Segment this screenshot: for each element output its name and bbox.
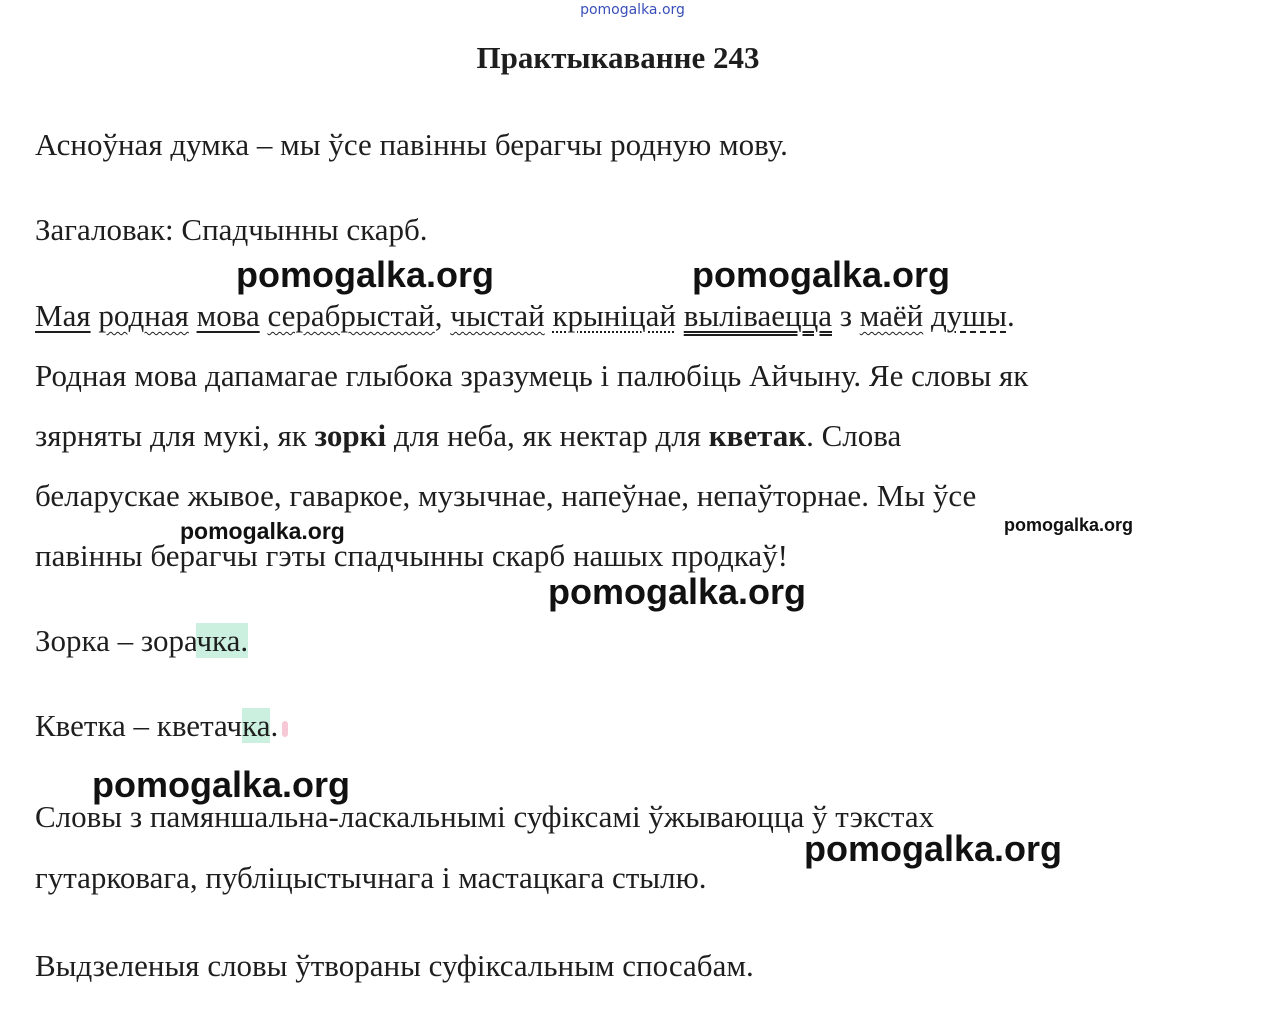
word-attr-2: серабрыстай [267,298,435,333]
watermark: pomogalka.org [1004,515,1134,535]
conclusion-line-1: Словы з памяншальна-ласкальнымі суфіксамі ўжываюцца ў тэкстах [35,799,935,834]
text-line-4: беларускае жывое, гаваркое, музычнае, напеўнае, непаўторнае. Мы ўсе [35,478,977,513]
watermark: pomogalka.org [548,571,807,612]
word-attr-3: чыстай [450,298,545,333]
word-object: душы [930,298,1007,333]
page-title: Практыкаванне 243 [476,40,760,75]
heading-line: Загаловак: Спадчынны скарб. [35,212,428,247]
bold-word-zorki: зоркі [314,418,387,453]
watermark: pomogalka.org [92,764,351,805]
text-line-1: Мая роднaя мова серабрыстай, чыстай крыніцай выліваецца з маёй душы. [35,298,1015,333]
watermark-top: pomogalka.org [580,2,685,18]
example-zorka: Зорка – зорачка. [35,623,249,658]
highlight-suffix: ка [242,708,271,743]
conclusion-line-2: гутарковага, публіцыстычнага і мастацкага стылю. [35,860,707,895]
main-idea: Асноўная думка – мы ўсе павінны берагчы родную мову. [35,127,788,162]
word-attr-4: маёй [859,298,924,333]
word-subject-attr: Мая [35,298,91,333]
final-line: Выдзеленыя словы ўтвораны суфіксальным спосабам. [35,948,754,983]
bold-word-kvetak: кветак [708,418,807,453]
text-line-3: зярняты для мукі, як зоркі для неба, як нектар для кветак. Слова [35,418,902,453]
word-attr: роднaя [98,298,189,333]
watermark: pomogalka.org [804,828,1063,869]
word-subject: мова [196,298,260,333]
watermark: pomogalka.org [692,254,951,295]
watermark: pomogalka.org [236,254,495,295]
word-adverbial: крыніцай [552,298,676,333]
text-line-5: павінны берагчы гэты спадчынны скарб нашых продкаў! [35,538,788,573]
word-prep: з [839,298,852,333]
highlight-suffix: чка. [196,623,249,658]
example-kvetka: Кветка – кветачка. [35,708,288,744]
watermark: pomogalka.org [180,518,345,544]
pink-marker-icon [282,721,288,737]
word-predicate: выліваецца [683,298,832,333]
text-line-2: Родная мова дапамагае глыбока зразумець і палюбіць Айчыну. Яе словы як [35,358,1029,393]
